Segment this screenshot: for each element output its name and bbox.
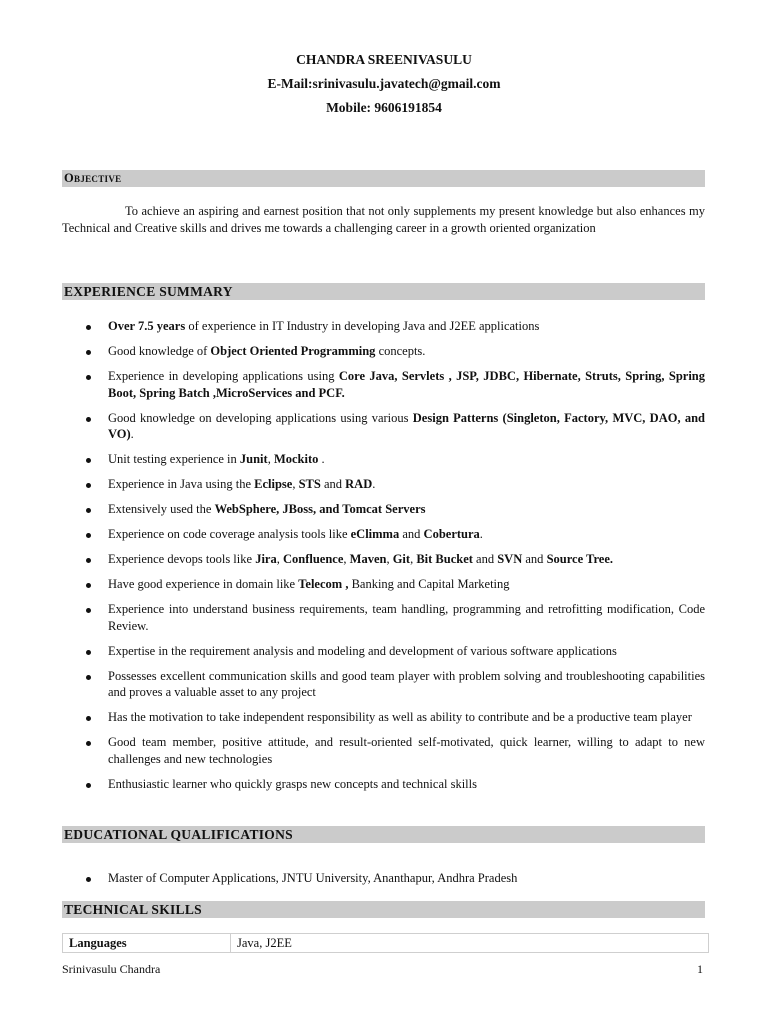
bullet-icon bbox=[86, 877, 91, 882]
item-text: and bbox=[399, 527, 424, 541]
item-text: Experience in developing applications using bbox=[108, 369, 339, 383]
item-text: . bbox=[130, 427, 134, 441]
resume-header bbox=[0, 48, 768, 120]
skills-row bbox=[63, 934, 709, 953]
item-text: , bbox=[276, 552, 283, 566]
emphasis-text: Confluence bbox=[282, 552, 344, 566]
item-text: and bbox=[522, 552, 547, 566]
item-text: Possesses excellent communication skills and good team player with problem solving and troubleshooting capabilities and proves a valuable asset to any project bbox=[108, 668, 705, 699]
education-list bbox=[62, 870, 705, 887]
footer-page-number: 1 bbox=[697, 962, 703, 976]
bullet-icon bbox=[86, 675, 91, 680]
emphasis-text: Object Oriented Programming bbox=[210, 344, 376, 358]
experience-item bbox=[62, 601, 705, 634]
objective-heading: Objective bbox=[62, 170, 705, 187]
footer-author: Srinivasulu Chandra bbox=[62, 962, 161, 976]
bullet-icon bbox=[86, 741, 91, 746]
item-text: . bbox=[372, 477, 376, 491]
skill-category: Languages bbox=[63, 934, 231, 953]
emphasis-text: Eclipse bbox=[254, 477, 293, 491]
emphasis-text: Core Java, Servlets , JSP, JDBC, Hibernate, Struts, Spring, Spring Boot, Spring Batch ,MicroServices and PCF. bbox=[108, 369, 705, 400]
experience-heading: EXPERIENCE SUMMARY bbox=[62, 283, 705, 300]
skills-table bbox=[62, 933, 709, 953]
emphasis-text: Maven bbox=[349, 552, 387, 566]
skill-values: Java, J2EE bbox=[231, 934, 709, 953]
experience-list bbox=[62, 318, 705, 792]
bullet-icon bbox=[86, 483, 91, 488]
emphasis-text: eClimma bbox=[350, 527, 400, 541]
item-text: Experience into understand business requirements, team handling, programming and retrofitting modification, Code Review. bbox=[108, 602, 705, 633]
item-text: Have good experience in domain like bbox=[108, 577, 299, 591]
item-text: concepts. bbox=[375, 344, 426, 358]
emphasis-text: Mockito bbox=[273, 452, 319, 466]
bullet-icon bbox=[86, 608, 91, 613]
item-text: , bbox=[343, 552, 350, 566]
experience-item bbox=[62, 734, 705, 767]
emphasis-text: Junit bbox=[239, 452, 268, 466]
experience-item bbox=[62, 343, 705, 360]
bullet-icon bbox=[86, 325, 91, 330]
experience-item bbox=[62, 451, 705, 468]
item-text: Experience devops tools like bbox=[108, 552, 256, 566]
emphasis-text: WebSphere, JBoss, and Tomcat Servers bbox=[214, 502, 426, 516]
item-text: of experience in IT Industry in developing Java and J2EE applications bbox=[185, 319, 540, 333]
item-text: Good knowledge of bbox=[108, 344, 211, 358]
emphasis-text: Bit Bucket bbox=[416, 552, 473, 566]
item-text: Good team member, positive attitude, and result-oriented self-motivated, quick learner, willing to adapt to new challenges and new technologies bbox=[108, 735, 705, 766]
emphasis-text: Source Tree. bbox=[546, 552, 613, 566]
item-text: Extensively used the bbox=[108, 502, 215, 516]
item-text: , bbox=[267, 452, 274, 466]
emphasis-text: Jira bbox=[255, 552, 277, 566]
candidate-name: CHANDRA SREENIVASULU bbox=[296, 52, 472, 67]
emphasis-text: STS bbox=[298, 477, 321, 491]
experience-item bbox=[62, 501, 705, 518]
bullet-icon bbox=[86, 458, 91, 463]
experience-item bbox=[62, 318, 705, 335]
bullet-icon bbox=[86, 417, 91, 422]
item-text: . bbox=[318, 452, 325, 466]
item-text: , bbox=[292, 477, 299, 491]
experience-item bbox=[62, 576, 705, 593]
item-text: Banking and Capital Marketing bbox=[348, 577, 510, 591]
emphasis-text: Over 7.5 years bbox=[108, 319, 186, 333]
bullet-icon bbox=[86, 583, 91, 588]
bullet-icon bbox=[86, 508, 91, 513]
item-text: , bbox=[410, 552, 417, 566]
bullet-icon bbox=[86, 375, 91, 380]
bullet-icon bbox=[86, 650, 91, 655]
emphasis-text: Telecom , bbox=[298, 577, 349, 591]
emphasis-text: SVN bbox=[497, 552, 523, 566]
emphasis-text: Git bbox=[392, 552, 411, 566]
item-text: Good knowledge on developing applications using various bbox=[108, 410, 413, 425]
experience-item bbox=[62, 410, 705, 443]
item-text: . bbox=[479, 527, 483, 541]
experience-item bbox=[62, 668, 705, 701]
item-text: , bbox=[386, 552, 393, 566]
item-text: and bbox=[320, 477, 346, 491]
item-text: and bbox=[472, 552, 498, 566]
experience-item bbox=[62, 476, 705, 493]
objective-body: To achieve an aspiring and earnest position that not only supplements my present knowledge but also enhances my Technical and Creative skills and drives me towards a challenging career in a growth oriented organization bbox=[62, 204, 705, 235]
experience-item bbox=[62, 526, 705, 543]
experience-item bbox=[62, 368, 705, 401]
bullet-icon bbox=[86, 558, 91, 563]
item-text: Experience on code coverage analysis tools like bbox=[108, 527, 351, 541]
item-text: Expertise in the requirement analysis and modeling and development of various software applications bbox=[108, 643, 617, 658]
education-item bbox=[62, 870, 705, 887]
skills-heading: TECHNICAL SKILLS bbox=[62, 901, 705, 918]
education-text: Master of Computer Applications, JNTU University, Ananthapur, Andhra Pradesh bbox=[108, 871, 518, 885]
bullet-icon bbox=[86, 533, 91, 538]
item-text: Experience in Java using the bbox=[108, 477, 255, 491]
emphasis-text: Cobertura bbox=[423, 527, 480, 541]
experience-item bbox=[62, 709, 705, 726]
experience-item bbox=[62, 643, 705, 660]
bullet-icon bbox=[86, 350, 91, 355]
bullet-icon bbox=[86, 783, 91, 788]
emphasis-text: Design Patterns (Singleton, Factory, MVC, DAO, and VO) bbox=[108, 410, 705, 441]
bullet-icon bbox=[86, 716, 91, 721]
emphasis-text: RAD bbox=[345, 477, 373, 491]
item-text: Has the motivation to take independent responsibility as well as ability to contribute and be a productive team player bbox=[108, 710, 692, 724]
item-text: Unit testing experience in bbox=[108, 452, 240, 466]
objective-text bbox=[62, 203, 705, 236]
experience-item bbox=[62, 776, 705, 793]
item-text: Enthusiastic learner who quickly grasps new concepts and technical skills bbox=[108, 776, 477, 791]
experience-item bbox=[62, 551, 705, 568]
education-heading: EDUCATIONAL QUALIFICATIONS bbox=[62, 826, 705, 843]
candidate-mobile: Mobile: 9606191854 bbox=[326, 100, 442, 115]
candidate-email: E-Mail:srinivasulu.javatech@gmail.com bbox=[267, 76, 501, 91]
